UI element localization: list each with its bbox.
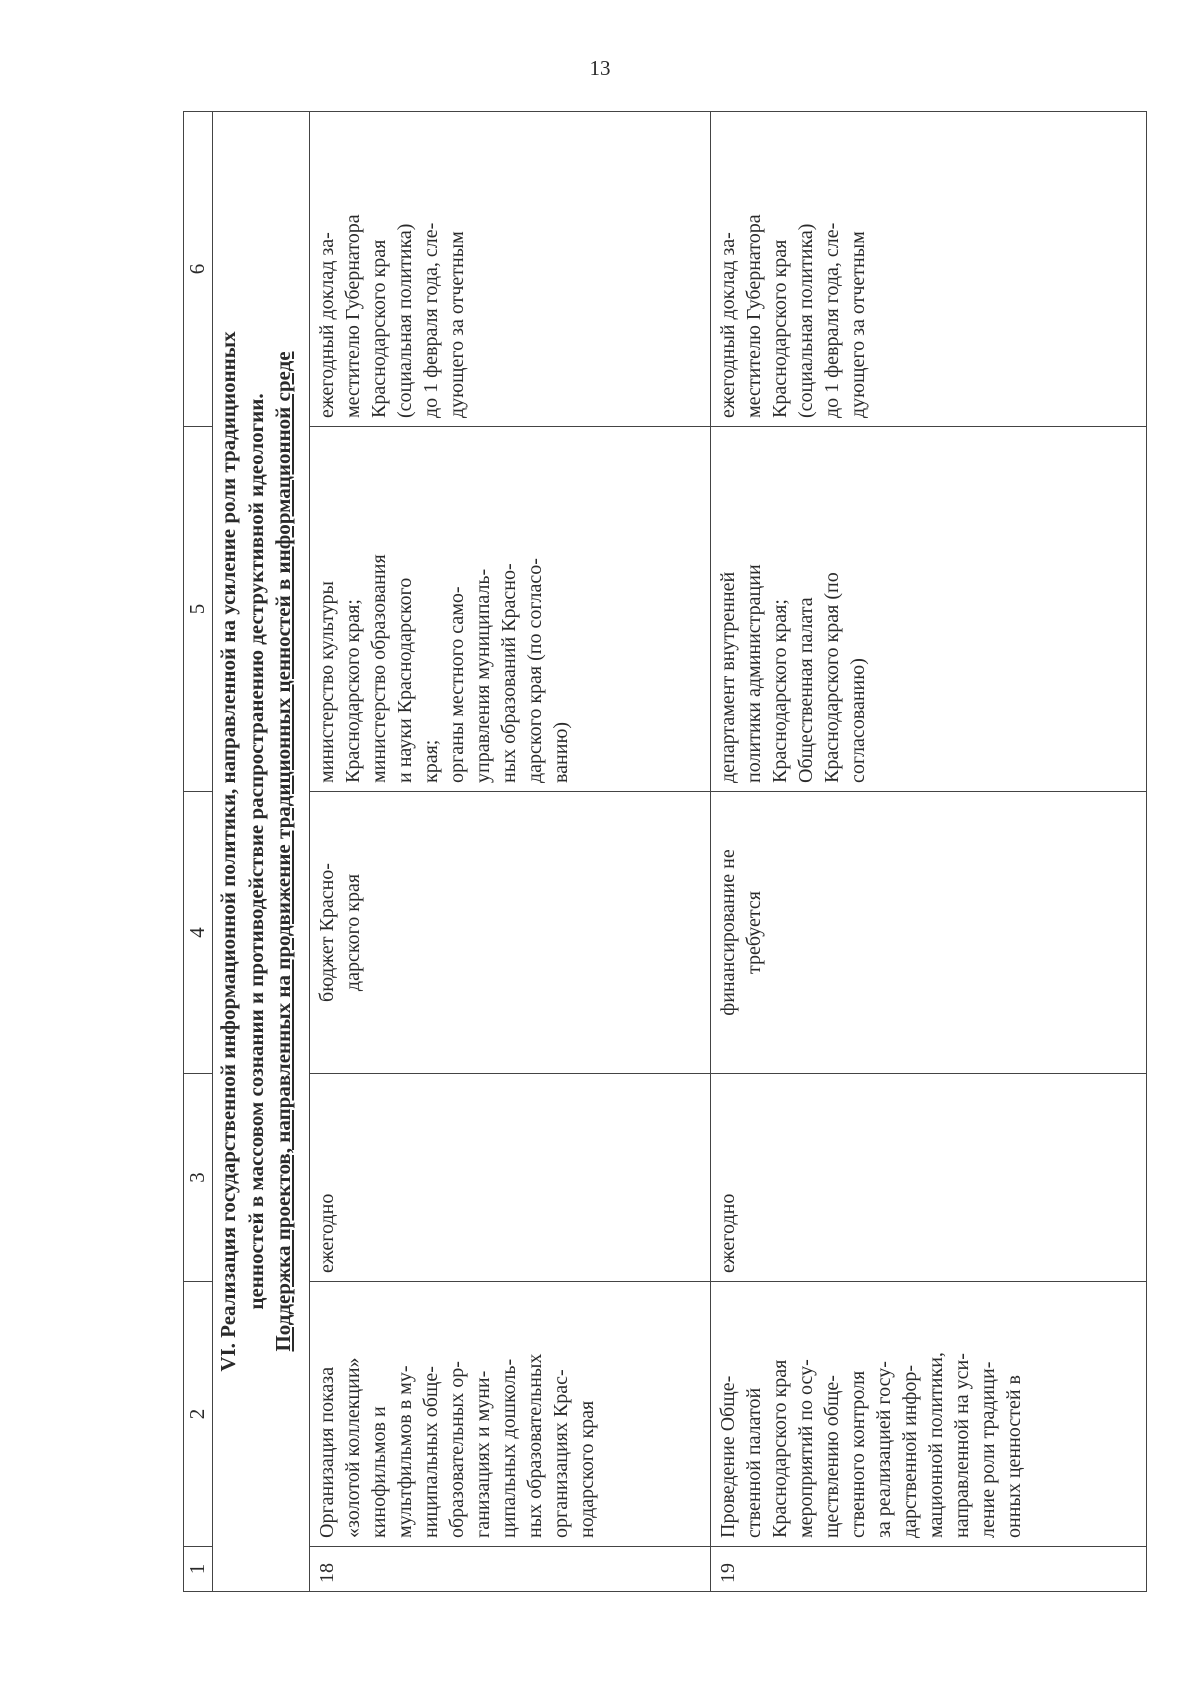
cell-text-line: местителю Губернатора — [742, 214, 765, 418]
cell-text-line: органы местного само- — [446, 586, 468, 783]
funding-cell — [710, 792, 1146, 1074]
cell-text-line: Краснодарского края; — [342, 599, 364, 783]
section-row — [213, 112, 310, 1592]
section-title-line: ценностей в массовом сознании и противодействие распространению деструктивной идеологии. — [243, 393, 268, 1310]
cell-text-line: управления муниципаль- — [472, 568, 494, 783]
cell-text-line: мероприятий по осу- — [794, 1359, 817, 1538]
cell-text-line: Организация показа — [316, 1366, 338, 1538]
column-number: 6 — [184, 112, 213, 427]
table-row — [310, 112, 711, 1592]
cell-text-line: организациях Крас- — [550, 1369, 572, 1538]
cell-text-line: до 1 февраля года, сле- — [420, 222, 442, 418]
cell-text-line: ежегодно — [316, 1193, 338, 1273]
cell-text-line: направленной на уси- — [950, 1353, 973, 1538]
cell-text-line: ганизациях и муни- — [472, 1370, 494, 1538]
cell-text-line: политики администрации — [742, 564, 765, 783]
section-title-line: VI. Реализация государственной информационной политики, направленной на усиление роли традиционных — [216, 331, 240, 1372]
cell-text-line: мультфильмов в му- — [394, 1365, 416, 1538]
column-number-row — [184, 112, 213, 1592]
period-cell — [310, 1074, 711, 1282]
cell-text-line: дарского края — [342, 873, 364, 992]
cell-text-line: края; — [420, 739, 442, 783]
cell-text-line: Краснодарского края; — [768, 599, 791, 783]
cell-text-line: нодарского края — [576, 1400, 598, 1538]
cell-text-line: ципальных дошколь- — [498, 1358, 520, 1538]
cell-text-line: дующего за отчетным — [446, 231, 468, 418]
reporting-cell — [710, 112, 1146, 427]
cell-text-line: ниципальных обще- — [420, 1366, 442, 1538]
column-number: 5 — [184, 427, 213, 792]
cell-text-line: ственного контроля — [846, 1370, 869, 1538]
cell-text-line: (социальная политика) — [794, 223, 817, 418]
cell-text-line: ежегодный доклад за- — [716, 232, 739, 418]
executors-cell — [310, 427, 711, 792]
funding-cell — [310, 792, 711, 1074]
row-number: 18 — [310, 1547, 711, 1592]
plan-table — [183, 111, 1147, 1592]
cell-text-line: до 1 февраля года, сле- — [820, 222, 843, 418]
section-title-line: Поддержка проектов, направленных на продвижение традиционных ценностей в информационной среде — [271, 351, 296, 1352]
cell-text-line: ществлению обще- — [820, 1375, 843, 1538]
cell-text-line: бюджет Красно- — [316, 863, 338, 1002]
cell-text-line: ных образовательных — [524, 1353, 546, 1538]
cell-text-line: ственной палатой — [742, 1387, 765, 1538]
cell-text-line: ванию) — [550, 721, 572, 783]
cell-text-line: мационной политики, — [924, 1352, 947, 1538]
cell-text-line: Проведение Обще- — [716, 1375, 739, 1538]
section-title — [213, 112, 310, 1592]
period-cell — [710, 1074, 1146, 1282]
activity-cell — [710, 1282, 1146, 1547]
column-number: 4 — [184, 792, 213, 1074]
cell-text-line: министерство культуры — [316, 581, 338, 783]
cell-text-line: (социальная политика) — [394, 223, 416, 418]
cell-text-line: Общественная палата — [794, 597, 817, 783]
cell-text-line: требуется — [742, 891, 765, 974]
cell-text-line: согласованию) — [846, 658, 869, 783]
table-row — [710, 112, 1146, 1592]
cell-text-line: министерство образования — [368, 554, 390, 783]
cell-text-line: дарственной инфор- — [898, 1364, 921, 1538]
cell-text-line: Краснодарского края — [768, 1359, 791, 1538]
cell-text-line: департамент внутренней — [716, 571, 739, 783]
row-number: 19 — [710, 1547, 1146, 1592]
reporting-cell — [310, 112, 711, 427]
cell-text-line: образовательных ор- — [446, 1361, 468, 1538]
cell-text-line: финансирование не — [716, 849, 739, 1016]
cell-text-line: местителю Губернатора — [342, 214, 364, 418]
rotated-table-container — [183, 112, 1147, 1592]
page-number: 13 — [589, 56, 611, 80]
executors-cell — [710, 427, 1146, 792]
cell-text-line: ежегодно — [716, 1193, 739, 1273]
activity-cell — [310, 1282, 711, 1547]
cell-text-line: кинофильмов и — [368, 1406, 390, 1538]
cell-text-line: и науки Краснодарского — [394, 577, 416, 783]
cell-text-line: за реализацией госу- — [872, 1361, 895, 1538]
column-number: 2 — [184, 1282, 213, 1547]
cell-text-line: Краснодарского края (по — [820, 572, 843, 783]
cell-text-line: онных ценностей в — [1002, 1375, 1025, 1538]
cell-text-line: Краснодарского края — [368, 239, 390, 418]
cell-text-line: ежегодный доклад за- — [316, 232, 338, 418]
cell-text-line: дующего за отчетным — [846, 231, 869, 418]
cell-text-line: Краснодарского края — [768, 239, 791, 418]
cell-text-line: дарского края (по согласо- — [524, 558, 546, 783]
column-number: 1 — [184, 1547, 213, 1592]
column-number: 3 — [184, 1074, 213, 1282]
cell-text-line: «золотой коллекции» — [342, 1357, 364, 1538]
cell-text-line: ных образований Красно- — [498, 563, 520, 783]
cell-text-line: ление роли традици- — [976, 1361, 999, 1538]
